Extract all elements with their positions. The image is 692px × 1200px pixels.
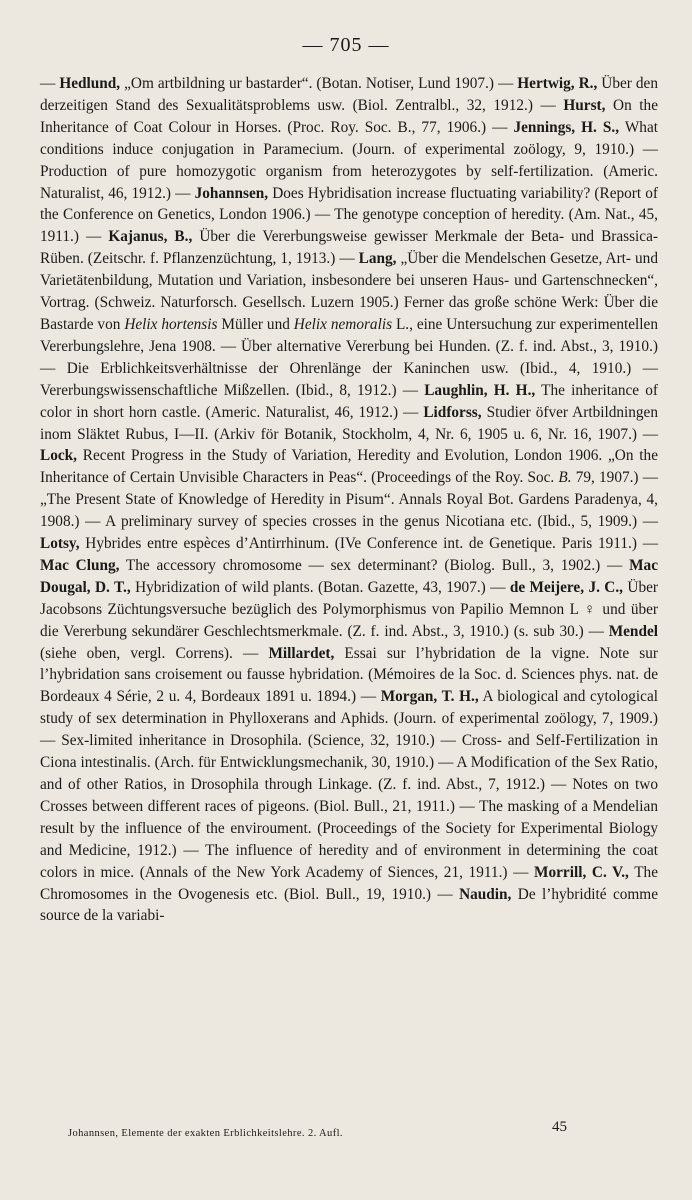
ref-author: Jennings, H. S., xyxy=(513,118,620,136)
ref-text: A biological and cytological study of sex determination in Phylloxerans and Aphids. (Journ. of experimental zoölogy, 7, 1909.) — Sex-limited inheritance in Drosophila. (Science, 32, 1910.) — Cross- and Self-Fertilization in Ciona intestinalis. (Arch. für Entwicklungsmechanik, 30, 1910.) — A Modification of the Sex Ratio, and of other Ratios, in Drosophila through Linkage. (Z. f. ind. Abst., 7, 1912.) — Notes on two Crosses between different races of pigeons. (Biol. Bull., 21, 1911.) — The masking of a Mendelian result by the influence of the enviroument. (Proceedings of the Society for Experimental Biology and Medicine, 1912.) — The influence of heredity and of environment in determining the coat colors in mice. (Annals of the New York Academy of Siences, 21, 1911.) — xyxy=(40,688,658,881)
ref-author: Morgan, T. H., xyxy=(380,688,479,706)
ref-author: Mac Dougal, D. T., xyxy=(40,556,658,596)
ref-text: L., eine Untersuchung zur experimentellen Vererbungslehre, Jena 1908. — Über alternative Vererbung bei Hunden. (Z. f. ind. Abst., 3, 1910.) — Die Erblichkeitsverhältnisse der Ohrenlänge der Kaninchen usw. (Ibid., 4, 1910.) — Vererbungswissenschaftliche Mißzellen. (Ibid., 8, 1912.) — xyxy=(40,315,658,399)
ref-text: — xyxy=(40,75,60,92)
ref-author: Lotsy, xyxy=(40,535,80,553)
ref-author: Mac Clung, xyxy=(40,556,120,574)
ref-author: Naudin, xyxy=(459,885,512,903)
ref-text: De l’hybridité comme source de la variabi- xyxy=(40,885,658,925)
ref-text: Does Hybridisation increase fluctuating variability? (Report of the Conference on Genetics, London 1906.) — The genotype conception of heredity. (Am. Nat., 45, 1911.) — xyxy=(40,184,658,246)
ref-author: Kajanus, B., xyxy=(108,228,193,246)
ref-text: On the Inheritance of Coat Colour in Horses. (Proc. Roy. Soc. B., 77, 1906.) — xyxy=(40,96,658,136)
ref-text: „Om artbildning ur bastarder“. (Botan. Notiser, Lund 1907.) — xyxy=(120,75,518,92)
ref-author: Lock, xyxy=(40,447,77,465)
ref-author: de Meijere, J. C., xyxy=(509,578,624,596)
ref-text: The accessory chromosome — sex determinant? (Biolog. Bull., 3, 1902.) — xyxy=(119,556,630,574)
ref-author: Mendel xyxy=(608,622,658,640)
species-name: Helix nemoralis xyxy=(293,315,393,333)
ref-text: Über Jacobsons Züchtungsversuche bezüglich des Polymorphismus von Papilio Memnon L ♀ und über die Vererbung sekundärer Geschlechtsmerkmale. (Z. f. ind. Abst., 3, 1910.) (s. sub 30.) — xyxy=(40,578,658,640)
ref-text: „Über die Mendelschen Gesetze, Art- und Varietätenbildung, Mutation und Variation, insbesondere bei unseren Haus- und Gartenschnecken“, Vortrag. (Schweiz. Naturforsch. Gesellsch. Luzern 1905.) Ferner das große schöne Werk: Über die Bastarde von xyxy=(40,250,658,333)
signature-mark: 45 xyxy=(552,1119,567,1135)
ref-author: Millardet, xyxy=(268,644,335,662)
ref-text: Über die Vererbungsweise gewisser Merkmale der Beta- und Brassica-Rüben. (Zeitschr. f. Pflanzenzüchtung, 1, 1913.) — xyxy=(40,228,658,268)
ref-author: Morrill, C. V., xyxy=(534,863,629,881)
ref-text: Hybrides entre espèces d’Antirrhinum. (IVe Conference int. de Genetique. Paris 1911.) — xyxy=(79,535,658,553)
ref-text: Essai sur l’hybridation de la vigne. Note sur l’hybridation sans croisement ou fausse hybridation. (Mémoires de la Soc. d. Sciences phys. nat. de Bordeaux 4 Série, 2 u. 4, Bordeaux 1891 u. 1894.) — xyxy=(40,644,659,706)
bibliography-text xyxy=(40,73,658,927)
ref-text: Müller und xyxy=(217,315,294,333)
ref-author: Hedlund, xyxy=(59,75,121,92)
ref-text: 79, 1907.) — „The Present State of Knowledge of Heredity in Pisum“. Annals Royal Bot. Gardens Paradenya, 4, 1908.) — A preliminary survey of species crosses in the genus Nicotiana etc. (Ibid., 5, 1909.) — xyxy=(40,469,658,531)
ref-text: Studier öfver Artbildningen inom Släktet Rubus, I—II. (Arkiv för Botanik, Stockholm, 4, Nr. 6, 1905 u. 6, Nr. 16, 1907.) — xyxy=(40,403,658,443)
page-number: — 705 — xyxy=(302,34,390,56)
ref-text: Über den derzeitigen Stand des Sexualitätsproblems usw. (Biol. Zentralbl., 32, 1912.) — xyxy=(40,75,658,114)
ref-author: Laughlin, H. H., xyxy=(424,381,536,399)
ref-text: What conditions induce conjugation in Paramecium. (Journ. of experimental zoölogy, 9, 1910.) — Production of pure homozygotic organism from heterozygotes by self-fertilization. (Americ. Naturalist, 46, 1912.) — xyxy=(40,118,658,202)
ref-text: Hybridization of wild plants. (Botan. Gazette, 43, 1907.) — xyxy=(130,578,510,596)
ref-text: The inheritance of color in short horn castle. (Americ. Naturalist, 46, 1912.) — xyxy=(40,381,658,421)
ref-text: The Chromosomes in the Ovogenesis etc. (Biol. Bull., 19, 1910.) — xyxy=(40,863,658,903)
ref-author: Lang, xyxy=(358,250,397,268)
ref-author: Johannsen, xyxy=(194,184,269,202)
ref-author: Lidforss, xyxy=(423,403,482,421)
series-letter: B. xyxy=(558,469,572,487)
running-footer: Johannsen, Elemente der exakten Erblichkeitslehre. 2. Aufl. xyxy=(68,1128,343,1139)
ref-text: Recent Progress in the Study of Variation, Heredity and Evolution, London 1906. „On the Inheritance of Certain Unvisible Characters in Peas“. (Proceedings of the Roy. Soc. xyxy=(40,447,658,487)
ref-author: Hertwig, R., xyxy=(517,75,598,92)
ref-text: (siehe oben, vergl. Correns). — xyxy=(40,644,269,662)
ref-author: Hurst, xyxy=(563,96,606,114)
species-name: Helix hortensis xyxy=(124,315,218,333)
